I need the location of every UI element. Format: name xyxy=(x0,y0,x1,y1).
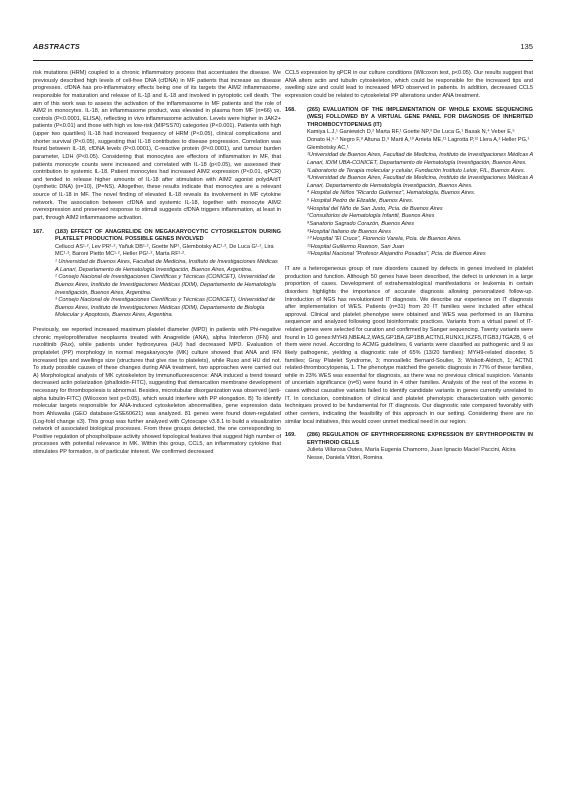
affiliation: ¹⁰ Hospital "El Cruce", Florencio Varela, Pcia. de Buenos Aires. xyxy=(307,236,462,243)
abstract-169 xyxy=(285,432,533,463)
abstract-167 xyxy=(33,229,281,321)
abstract-authors: Julieta Villarosa Outes, María Eugenia Chamorro, Juan Ignacio Maciel Paccini, Alcira Nesse, Daniela Vittori, Romina xyxy=(307,447,516,461)
affiliation: ¹Universidad de Buenos Aires, Facultad de Medicina, Instituto de Investigaciones Médicas A Lanari, IDIM UBA-CONICET, Departamento de Hematología Investigación, Buenos Aires. xyxy=(307,152,533,166)
affiliation: ⁹Hospital Italiano de Buenos Aires xyxy=(307,228,391,235)
abstract-168-body: IT are a heterogeneous group of rare disorders caused by defects in genes involved in platelet production and function. Although 50 genes have been described, the defect is unknown in a large proportion of cases. Development of extrahematological manifestations or leukemia in certain disorders highlights the importance of accurate diagnosis allowing personalized follow-up. Introduction of NGS has revolutionized IT diagnosis. We describe our experience on IT diagnosis after implementation of WES. Patients (n=31) from 20 IT families were included after ethical approval. Clinical and platelet phenotype were obtained and WES was performed in an Illumina sequencer and analyzed following good bioinformatic practices. Variants from a virtual panel of IT-related genes were selected for curation and confirmed by Sanger sequencing. Twenty variants were found in 10 genes:MYH9,NBEAL2,WAS,GP1BA,GP1BB,ACTN1,RUNX1,IKZF5,ITGB3,ITGA2B, 6 of them were novel. According to ACMG guidelines, 6 variants were classified as pathogenic and 9 as likely pathogenic, yielding a diagnostic rate of 65% (13/20 families): MYH9-related disorder, 5 families; Gray Platelet Syndrome, 3; monoallelic Bernard-Soulier, 3; Wiskott-Aldrich, 1; ACTN1 related-thrombocytopenia, 1. The phenotype matched the genetic diagnosis in 77% of these families, while in 23% WES was essential for diagnosis, as there was no previous clinical suspicion. Variants of uncertain significance (n=5) were found in 4 other families. Analysis of the rest of the exome in cases without causative variants failed to identify candidate variants in genes currently unrelated to IT. In conclusion, combination of clinical and platelet phenotypic characterization with genomic techniques proved to be fundamental for IT diagnosis. Our diagnostic rate compared favorably with other centers, indicating the feasibility of this approach in our setting. Considering there are no similar local initiatives, this would cover unmet medical need in our region. xyxy=(285,266,533,425)
abstract-168 xyxy=(285,107,533,260)
affiliation: ⁵ Hospital Pedro de Elizalde, Buenos Aires. xyxy=(307,198,414,204)
affiliation: ¹ Universidad de Buenos Aires, Facultad de Medicina, Instituto de Investigaciones Médicas A Lanari, Departamento de Hematología Investigación, Buenos Aires, Argentina. xyxy=(55,259,278,273)
affiliation: ³Universidad de Buenos Aires, Facultad de Medicina, Instituto de Investigaciones Médicas A Lanari, Departamento de Hematología Investigación, Buenos Aires. xyxy=(307,175,533,189)
affiliation: ⁸Sanatorio Sagrado Corazón, Buenos Aires xyxy=(307,220,415,227)
right-column xyxy=(285,70,533,770)
abstract-title: (286) REGULATION OF ERYTHROFERRONE EXPRESSION BY ERYTHROPOIETIN IN ERYTHROID CELLS xyxy=(307,432,533,446)
affiliation: ²Laboratorio de Terapia molecular y celular, Fundación Instituto Leloir, FIL, Buenos Aires. xyxy=(307,167,526,174)
page-header xyxy=(33,40,533,58)
header-rule xyxy=(33,60,533,61)
affiliation: ⁴ Hospital de Niños "Ricardo Gutierrez", Hematología, Buenos Aires. xyxy=(307,190,476,197)
affiliation: ² Consejo Nacional de Investigaciones Científicas y Técnicas (CONICET), Universidad de Buenos Aires, Instituto de Investigaciones Médicas (IDIM), Departamento de Hematología Investigación, Buenos Aires, Argentina. xyxy=(55,274,276,296)
abstract-title: (265) EVALUATION OF THE IMPLEMENTATION OF WHOLE EXOME SEQUENCING (WES) FOLLOWED BY A VIRTUAL GENE PANEL FOR DIAGNOSIS OF INHERITED THROMBOCYTOPENIAS (IT) xyxy=(307,106,533,128)
abstract-number: 169. xyxy=(285,432,296,439)
abstract-title: (183) EFFECT OF ANAGRELIDE ON MEGAKARYOCYTIC CYTOSKELETON DURING PLATELET PRODUCTION. POSSIBLE GENES INVOLVED xyxy=(55,228,281,243)
affiliation: ¹²Hospital Nacional "Profesor Alejandro Posadas", Pcia. de Buenos Aires xyxy=(307,251,486,258)
affiliation: ⁷Consultorios de Hematología Infantil, Buenos Aires xyxy=(307,213,435,220)
abstract-167-body: Previously, we reported increased maximum platelet diameter (MPD) in patients with Phi-negative chronic myeloproliferative neoplasms treated with Anagrelide (ANA), alpha Interferon (IFN) and ruxolitinib (Rux), while patients under hydroxyurea (HU) had decreased MPD. Evaluation of proplatelet (PP) morphology in normal megakaryocyte (MK) culture showed that ANA and IFN increased tips and swellings size (structures that give rise to platelets), while Ruxo and HU did not. To study possible causes of these changes during ANA treatment, two approaches were carried out A) Morphological analysis of MK cytoskeleton by immunofluorescence: ANA induced a trend toward decreased actin polarization (phalloidin-FITC), suggesting that demarcation membrane development necessary for thrombopoiesis is abnormal. Besides, microtubular disorganization was observed (anti-alpha tubulin-FITC) (Wilcoxon test p<0.05), which would interfere with PP elongation. B) To identify molecular targets responsible for ANA-induced cytoskeleton abnormalities, gene expression data from Ahluwalia (GEO database:GSE60621) was analyzed. 81 genes were found down-regulated (Log-fold change ≤3). This group was further analyzed with Cytoscape v3.8.1 to build a visualization network of associated biological processes. From three groups detected, the one corresponding to Positive regulation of phospholipase activity showed topological features that suggest high number of processes with potential relevance in MK. Within this group, CCL5, an inflammatory cytokine that stimulates PP formation, is of particular interest. We confirmed decreased xyxy=(33,327,281,455)
affiliation: ⁶Hospital del Niño de San Justo, Pcia. de Buenos Aires xyxy=(307,205,443,212)
abstract-166-continuation: risk mutations (HRM) coupled to a chronic inflammatory process that accentuates the disease. We previously described high levels of cell-free DNA (cfDNA) in MF patients that increase as disease progresses. cfDNA has pro-inflammatory effects being one of its targets the AIM2 inflammasome, responsible for maturation and release of IL-1β and IL-18 and involved in pyroptotic cell death. The aim of this work was to assess the activation of the inflammasome in MF patients and the role of AIM2 in monocytes. IL-18, an inflammasome product, was elevated in plasma from MF (n=66) vs. controls (P<0.0001, ELISA), reflecting in vivo inflammasome activation. Levels were higher in JAK2+ patients (P<0.01) and those with high vs low-risk (MIPSS70) categories (P<0.001). Patients with high (upper two quartiles) IL-18 had increased frequency of HRM (P<0.05), clinical complications and shorter survival (P<0.05), suggesting that IL-18 contributes to disease progression. Correlation was found between IL-18, cfDNA levels (P<0.0001), C-reactive protein (P<0.0001), and tumour burden parameter, LDH (P<0.05). Considering that monocytes are effectors of inflammation in MF, that patients monocyte counts were increased and correlated with IL-18 (p<0.05), we assessed their contribution to systemic IL-18. Patient monocytes had increased AIM2 expression (P<0.01, qPCR) and tended to release higher amounts of IL-18 after stimulation with AIM2 agonist polydA/dT (synthetic DNA) (n=10), (P=NS). Altogether, these results indicate that monocytes are a relevant source of IL-18 in MF. The novel finding of elevated IL-18 reveals its involvement in MF cytokine network. The association between cfDNA and systemic IL-18, together with monocyte AIM2 overexpression and preserved response to stimuli suggests cfDNA triggers inflammation, at least in part, through AIM2 inflammasome activation. xyxy=(33,70,281,221)
abstract-number: 168. xyxy=(285,106,296,113)
abstract-number: 167. xyxy=(33,228,44,235)
abstract-167-continuation: CCL5 expression by qPCR in our culture conditions (Wilcoxon test, p<0.05). Our results suggest that ANA alters actin and tubulin cytoskeleton, which could be responsible for the increased tips and swelling size and could lead to increased MPD observed in patients. In addition, decreased CCL5 expression could be related to cytoskeletal PP alterations under ANA treatment. xyxy=(285,70,533,99)
left-column xyxy=(33,70,281,770)
section-label: ABSTRACTS xyxy=(33,42,81,51)
affiliation: ³ Consejo Nacional de Investigaciones Científicas y Técnicas (CONICET), Universidad de Buenos Aires, Instituto de Investigaciones Médicas (IDIM), Departamento de Biología Molecular y Apoptosis, Buenos Aires, Argentina. xyxy=(55,297,276,319)
affiliation: ¹¹Hospital Guillermo Rawson, San Juan xyxy=(307,243,405,250)
abstract-authors: Kamiya L.J,¹ Ganiewich D,² Marta RF,¹ Goette NP,³ De Luca G,¹ Basak N,⁴ Veber E,⁵ Donato H,⁶·⁷ Negro F,⁸ Altuna D,⁹ Marti A,¹⁰ Arrieta ME,¹¹ Lagrotta P,¹² Llera A,² Heller PG,¹ Glembotsky AC,¹ xyxy=(307,129,530,151)
abstract-authors: Cellucci AS¹·², Lev PR¹·², Yañuk DB¹·², Goette NP¹, Glembotsky AC¹·², De Luca G¹·², Lira MC¹·³, Baroni Pietto MC¹·², Heller PG¹·², Marta RF¹·². xyxy=(55,243,274,258)
page-number: 135 xyxy=(520,42,533,51)
